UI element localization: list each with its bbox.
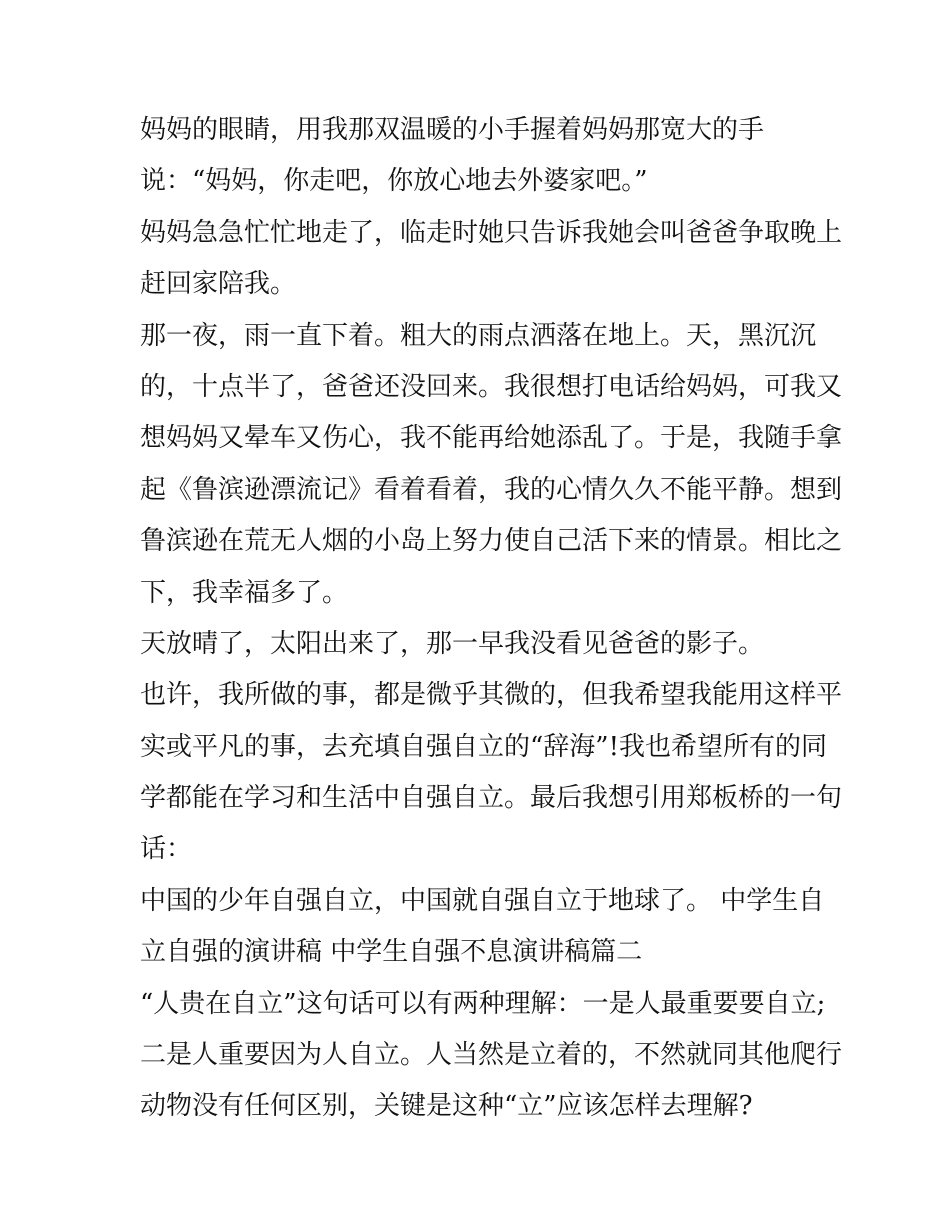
text-line: 妈妈急急忙忙地走了，临走时她只告诉我她会叫爸爸争取晚上 [140, 217, 843, 248]
document-body [140, 105, 843, 1133]
text-line: 中国的少年自强自立，中国就自强自立于地球了。 中学生自 [140, 885, 825, 916]
text-line: 动物没有任何区别，关键是这种“立”应该怎样去理解? [140, 1091, 753, 1122]
text-line: 天放晴了，太阳出来了，那一早我没看见爸爸的影子。 [140, 628, 765, 659]
text-line: 实或平凡的事，去充填自强自立的“辞海”!我也希望所有的同 [140, 731, 828, 762]
text-line: 立自强的演讲稿 中学生自强不息演讲稿篇二 [140, 937, 643, 968]
text-line: 说：“妈妈，你走吧，你放心地去外婆家吧。” [140, 166, 648, 197]
text-line: 话： [140, 834, 193, 865]
text-line: “人贵在自立”这句话可以有两种理解：一是人最重要要自立; [140, 988, 826, 1019]
text-line: 那一夜，雨一直下着。粗大的雨点洒落在地上。天，黑沉沉 [140, 320, 817, 351]
text-line: 也许，我所做的事，都是微乎其微的，但我希望我能用这样平 [140, 680, 843, 711]
text-line: 二是人重要因为人自立。人当然是立着的，不然就同其他爬行 [140, 1040, 843, 1071]
text-line: 起《鲁滨逊漂流记》看着看着，我的心情久久不能平静。想到 [140, 474, 843, 505]
text-line: 学都能在学习和生活中自强自立。最后我想引用郑板桥的一句 [140, 783, 843, 814]
text-line: 妈妈的眼睛，用我那双温暖的小手握着妈妈那宽大的手 [140, 115, 765, 145]
text-line: 下，我幸福多了。 [140, 577, 349, 608]
text-line: 鲁滨逊在荒无人烟的小岛上努力使自己活下来的情景。相比之 [140, 526, 843, 557]
text-line: 想妈妈又晕车又伤心，我不能再给她添乱了。于是，我随手拿 [140, 423, 843, 454]
text-line: 的，十点半了，爸爸还没回来。我很想打电话给妈妈，可我又 [140, 371, 843, 402]
text-line: 赶回家陪我。 [140, 269, 297, 300]
